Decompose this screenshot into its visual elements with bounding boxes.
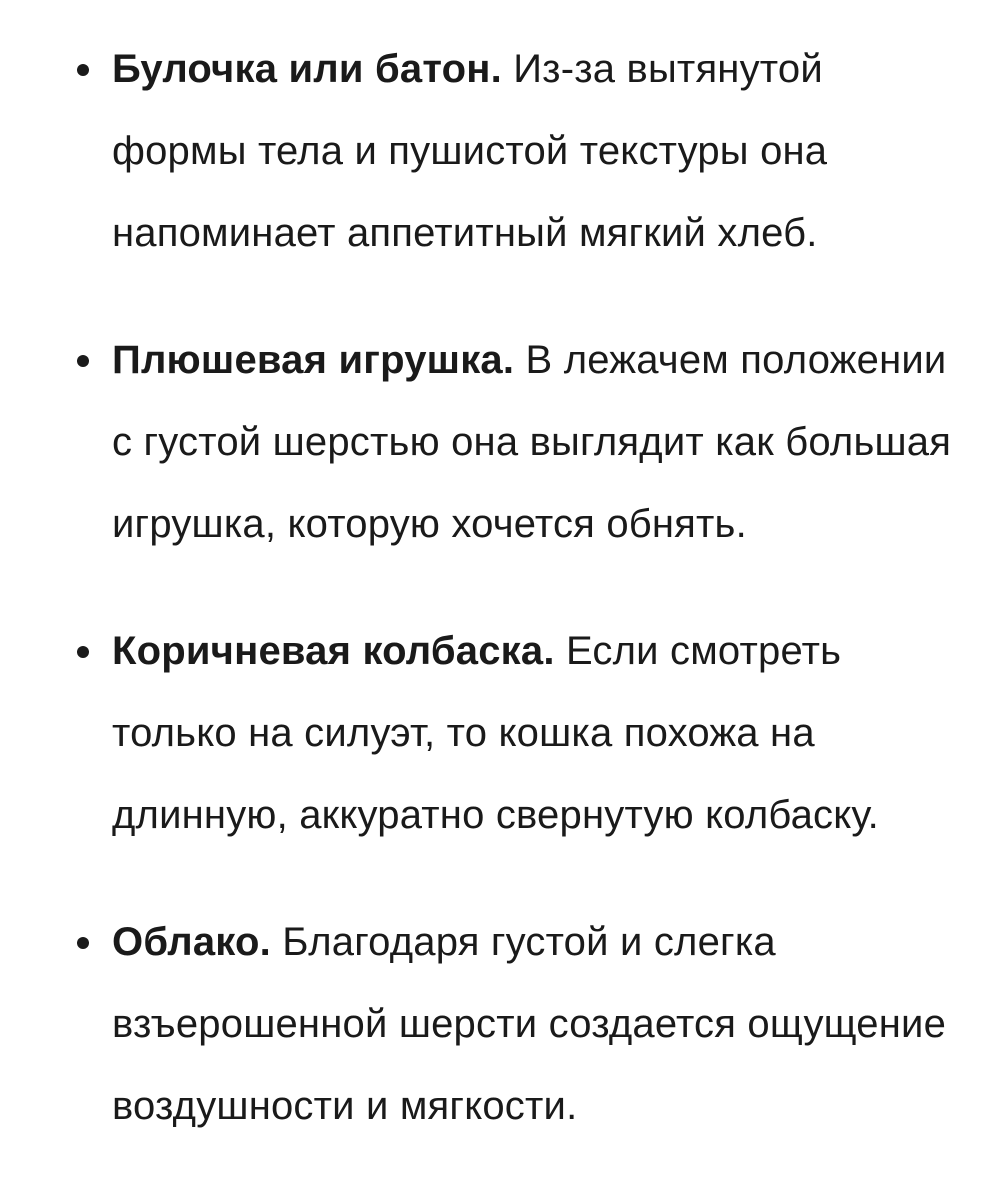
list-item bbox=[0, 28, 994, 274]
item-text: Благодаря густой и слегка взъерошенной шерсти создается ощущение воздушности и мягкости. bbox=[112, 920, 947, 1128]
bullet-list bbox=[0, 28, 994, 1147]
item-text: Если смотреть только на силуэт, то кошка похожа на длинную, аккуратно свернутую колбаску. bbox=[112, 629, 879, 837]
bullet-icon bbox=[77, 646, 89, 658]
list-item bbox=[0, 901, 994, 1147]
item-term: Облако. bbox=[112, 920, 271, 964]
item-term: Коричневая колбаска. bbox=[112, 629, 555, 673]
bullet-icon bbox=[77, 937, 89, 949]
item-term: Булочка или батон. bbox=[112, 47, 502, 91]
item-text: Из-за вытянутой формы тела и пушистой текстуры она напоминает аппетитный мягкий хлеб. bbox=[112, 47, 828, 255]
document-body bbox=[0, 28, 994, 1147]
item-text: В лежачем положении с густой шерстью она выглядит как большая игрушка, которую хочется обнять. bbox=[112, 338, 952, 546]
list-item bbox=[0, 319, 994, 565]
bullet-icon bbox=[77, 64, 89, 76]
item-term: Плюшевая игрушка. bbox=[112, 338, 515, 382]
list-item bbox=[0, 610, 994, 856]
bullet-icon bbox=[77, 355, 89, 367]
